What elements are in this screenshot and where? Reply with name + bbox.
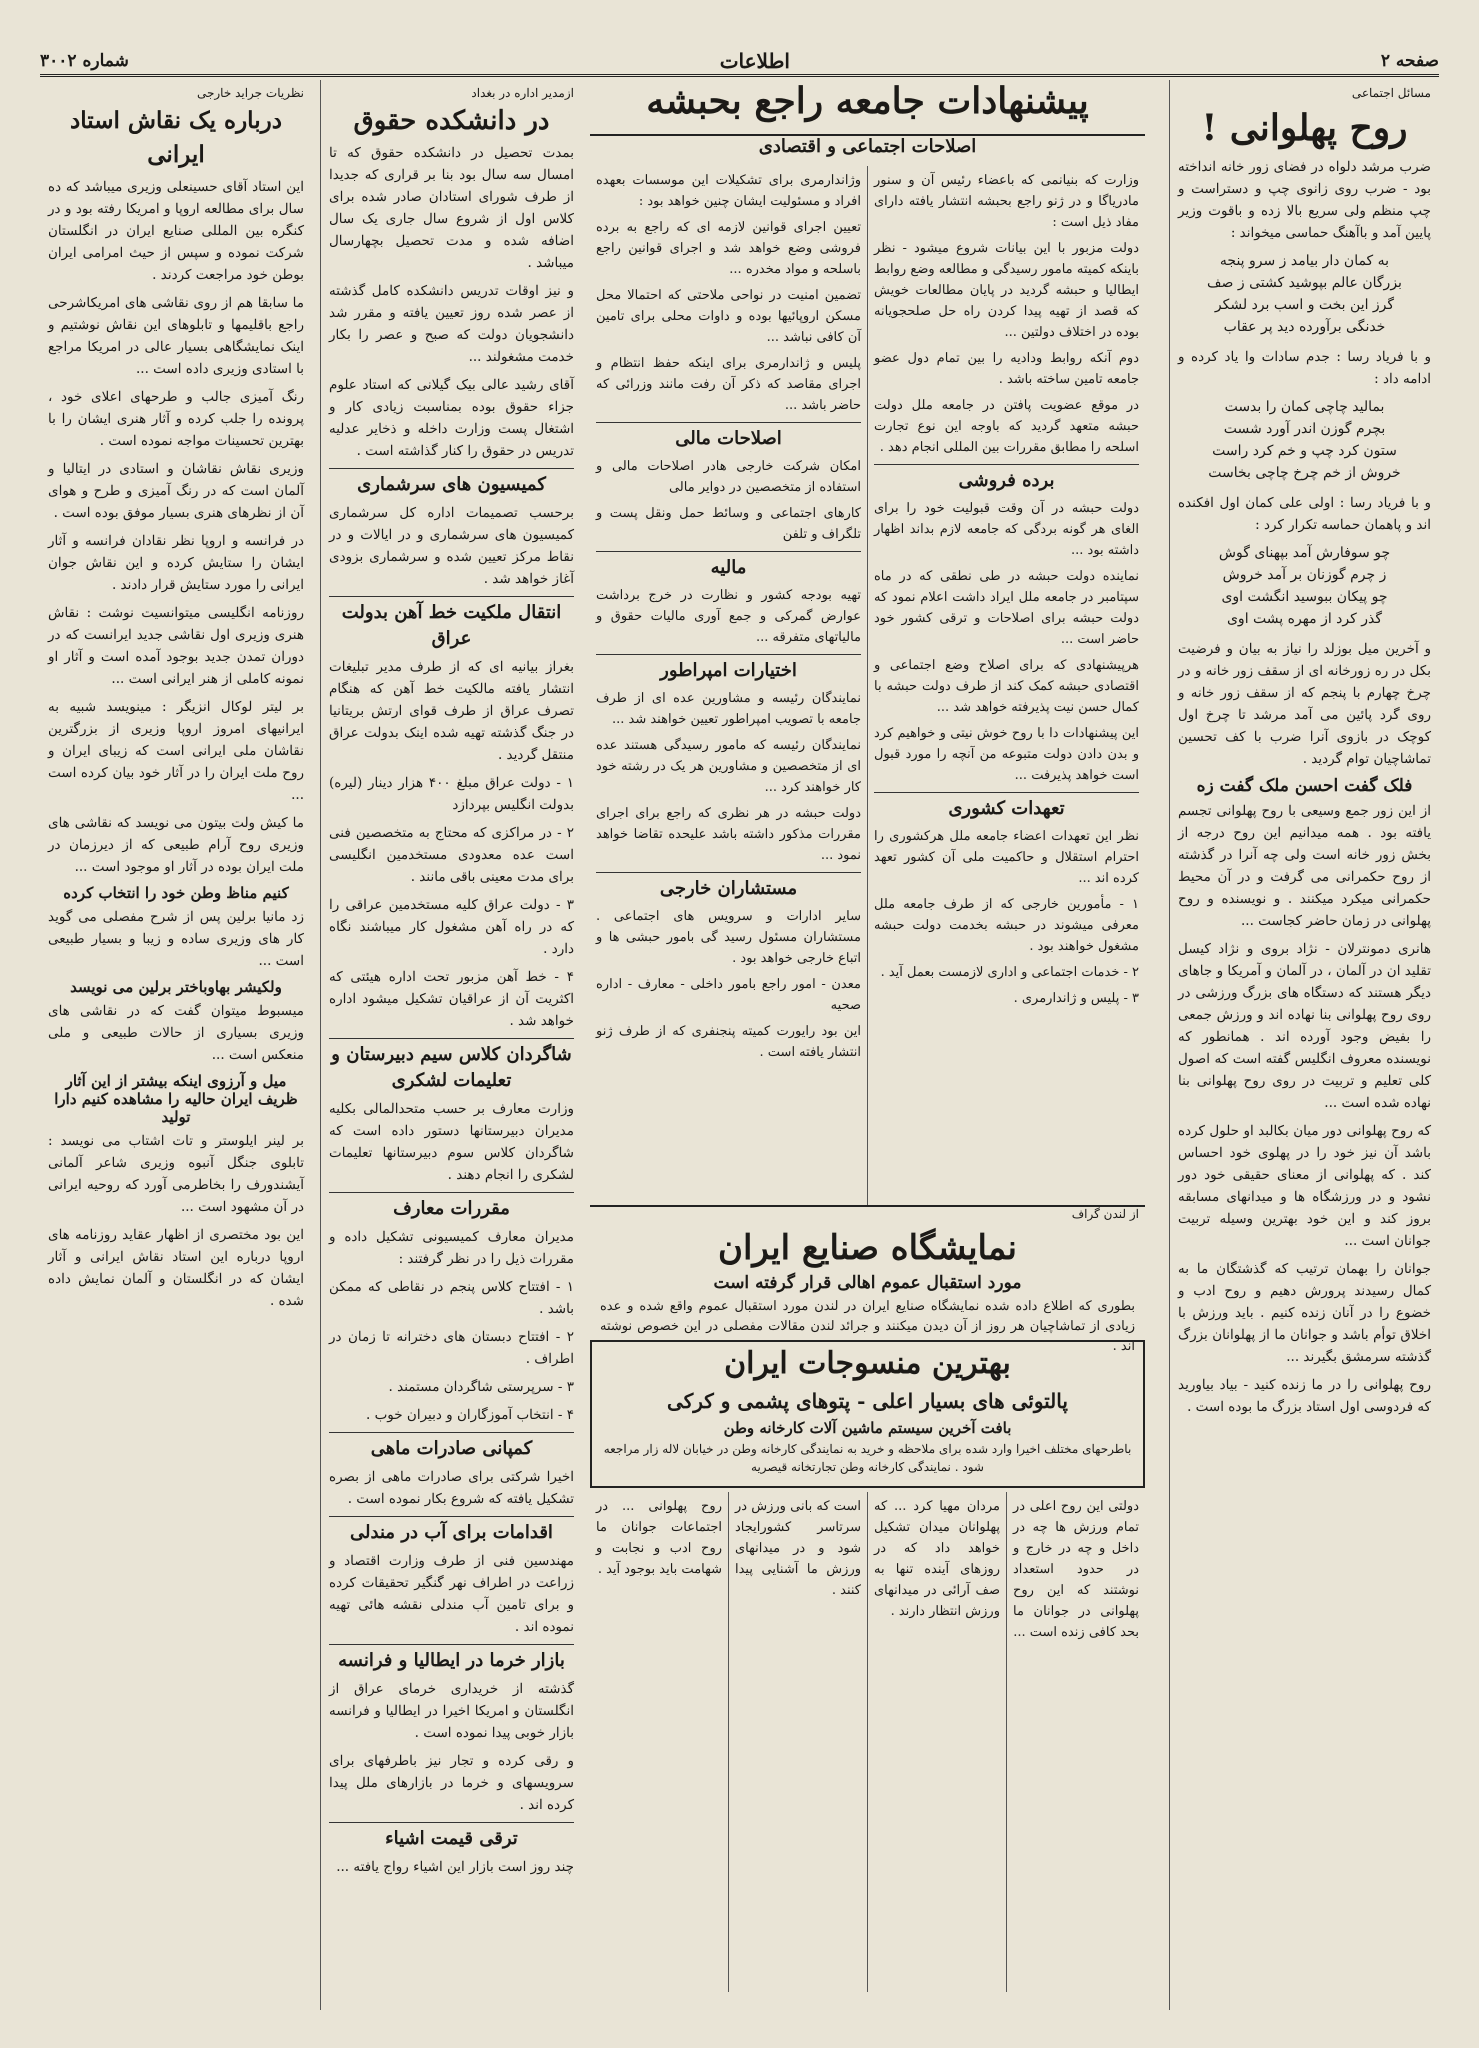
paragraph: نمایندگان رئیسه و مشاورین عده ای از طرف جامعه با تصویب امپراطور تعیین خواهند شد ... (596, 691, 861, 727)
paragraph: بغراز بیانیه ای که از طرف مدیر تبلیغات انتشار یافته مالکیت خط آهن که هنگام تصرف عراق از طرف قوای ارتش بریتانیا در جنگ گذشته تهیه شده اینک بدولت عراق منتقل گردید . (329, 659, 574, 763)
subheading: شاگردان کلاس سیم دبیرستان و تعلیمات لشکری (329, 1038, 574, 1094)
subheading: تعهدات کشوری (874, 792, 1139, 822)
textile-advertisement (590, 1340, 1145, 1488)
paragraph: تعیین اجرای قوانین لازمه ای که راجع به برده فروشی وضع خواهد شد و اجرای قوانین راجع باسلحه و مواد مخدره ... (596, 220, 861, 277)
center-subcolumn-a (867, 166, 1145, 1206)
poem-line: بزرگان عالم بپوشید کشتی ز صف (1207, 275, 1402, 291)
column-pahlavani (1169, 80, 1439, 2010)
notice-subtitle: مورد استقبال عموم اهالی قرار گرفته است (713, 1273, 1022, 1293)
paragraph: ۲ - افتتاح دبستان های دخترانه تا زمان در اطراف . (329, 1329, 574, 1367)
paragraph: گذشته از خریداری خرمای عراق از انگلستان و امریکا اخیرا در ایطالیا و فرانسه بازار خوبی پیدا نموده است . (329, 1681, 574, 1741)
paragraph: ۴ - انتخاب آموزگاران و دبیران خوب . (366, 1407, 574, 1423)
poem-line: خروش از خم چرخ چاچی بخاست (1208, 465, 1401, 481)
paragraph: اخیرا شرکتی برای صادرات ماهی از بصره تشکیل یافته که شروع بکار نموده است . (329, 1469, 574, 1507)
bottom-column (728, 1492, 867, 1992)
paragraph: تهیه بودجه کشور و نظارت در خرج برداشت عوارض گمرکی و جمع آوری مالیات حقوق و مالیاتهای متفرقه ... (596, 588, 861, 645)
paragraph: آقای رشید عالی بیک گیلانی که استاد علوم جزاء حقوق بوده بمناسبت زیادی کار و اشتغال پست وزارت داخله و ذخایر عدلیه تدریس در حقوق را کنار گذاشته است . (329, 377, 574, 459)
paragraph: و نیز اوقات تدریس دانشکده کامل گذشته از عصر شده روز تعیین یافته و مقرر شد دانشجویان دولت که صبح و عصر را بکار خدمت مشغولند ... (329, 283, 574, 365)
paragraph: هانری دمونترلان - نژاد بروی و نژاد کیسل تقلید ان در آلمان ، در آلمان و آمریکا و جاهای دیگر هستند که دستگاه های بزرگ ورزشی در روی روح پهلوانی بنا نهاده اند و ورزش جمعی را بفیض وجود آورده اند . همانطور که نویسنده معروف انگلیس گفته است که اصول کلی تعلیم و تربیت در روی روح پهلوانی بنا نهاده شده است ... (1178, 941, 1431, 1111)
subheading: فلک گفت احسن ملک گفت زه (1196, 776, 1413, 796)
issue-number: شماره ۳۰۰۲ (40, 51, 129, 71)
page-label: صفحه ۲ (1380, 51, 1439, 71)
bottom-column (590, 1492, 728, 1992)
poem-block (1178, 250, 1431, 338)
poem-line: گرز این بخت و اسب برد لشکر (1214, 297, 1395, 313)
paragraph: ۲ - خدمات اجتماعی و اداری لازمست بعمل آید . (880, 965, 1139, 980)
paragraph: وزارت معارف بر حسب متحدالمالی بکلیه مدیران دبیرستانها دستور داده است که شاگردان کلاس سوم دبیرستانها تعلیمات لشکری را انجام دهند . (329, 1101, 574, 1183)
paragraph: مهندسین فنی از طرف وزارت اقتصاد و زراعت در اطراف نهر گنگیر تحقیقات کرده و برای تامین آب مندلی نقشه هائی تهیه نموده اند . (329, 1553, 574, 1635)
subheading: کمیسیون های سرشماری (329, 468, 574, 498)
paragraph: ما کیش ولت بیتون می نویسد که نقاشی های وزیری روح آرام طبیعی که از دیرزمان در ملت ایران بوده در آثار او موجود است ... (48, 815, 304, 875)
paragraph: ۲ - در مراکزی که محتاج به متخصصین فنی است عده معدودی مستخدمین انگلیسی برای مدت معینی باقی مانند . (329, 825, 574, 885)
paragraph: در فرانسه و اروپا نظر نقادان فرانسه و آثار ایشان را ستایش کرده و این نقاش جوان ایرانی را مورد ستایش قرار دادند . (48, 533, 304, 593)
notice-kicker: از لندن گراف (1071, 1207, 1139, 1221)
paper-name: اطلاعات (719, 49, 790, 73)
notice-body: بطوری که اطلاع داده شده نمایشگاه صنایع ایران در لندن مورد استقبال عموم واقع شده و عده زیادی از تماشاچیان هر روز از آن دیدن میکنند و جرائد لندن مقالات مفصلی در این خصوص نوشته اند . (600, 1299, 1135, 1354)
paragraph: نمایندگان رئیسه که مامور رسیدگی هستند عده ای از متخصصین و مشاورین هر یک در رشته خود کار خواهند کرد ... (596, 738, 861, 795)
paragraph: این بود مختصری از اظهار عقاید روزنامه های اروپا درباره این استاد نقاش ایرانی و آثار ایشان که در انگلستان و آلمان نمایش داده شده . (48, 1227, 304, 1309)
column-law-school (320, 80, 582, 2010)
paragraph: که روح پهلوانی دور میان بکالبد او حلول کرده باشد آن نیز خود را در پهلوی خود احساس کند . که پهلوانی از معنای حقیقی خود دور نشود و در ورزشگاه ها و میدانهای مسابقه بروز کند و این خود بهترین وسیله تربیت جوانان است ... (1178, 1123, 1431, 1249)
paragraph: پلیس و ژاندارمری برای اینکه حفظ انتظام و اجرای مقاصد که ذکر آن رفت مانند وزرائی که حاضر باشد ... (596, 356, 861, 413)
paragraph: برحسب تصمیمات اداره کل سرشماری کمیسیون های سرشماری و در ایالات و در نقاط مرکز تعیین شده و سرشماری بزودی آغاز خواهد شد . (329, 505, 574, 587)
section-kicker: مسائل اجتماعی (1351, 86, 1431, 100)
paragraph: رنگ آمیزی جالب و طرحهای اعلای خود ، پرونده را جلب کرده و آثار هنری ایشان را با بهترین تحسینات مواجه نموده است . (48, 389, 304, 449)
paragraph: این پیشنهادات دا با روح خوش نیتی و خواهیم کرد و بدن دادن دولت متبوعه من آنچه را مورد قبول است خواهد پذیرفت ... (874, 726, 1139, 783)
paragraph: بمدت تحصیل در دانشکده حقوق که تا امسال سه سال بود بنا بر قراری که جدیدا از طرف شورای استادان صادر شده برای کلاس اول از شروع سال جاری یک سال اضافه شده و مدت تحصیل بچهارسال میباشد . (329, 145, 574, 271)
paragraph: و با فریاد رسا : اولی علی کمان اول افکنده اند و پاهمان حماسه تکرار کرد : (1178, 495, 1431, 533)
paragraph: روزنامه انگلیسی میتوانسیت نوشت : نقاش هنری وزیری اول نقاشی جدید ایرانست که در دوران تمدن جدید بوجود آمده است و آثار او نمونه کاملی از هنر ایرانی است ... (48, 605, 304, 687)
paragraph: ۳ - پلیس و ژاندارمری . (1013, 991, 1139, 1006)
center-subcolumn-b (590, 166, 867, 1206)
paragraph: از این زور جمع وسیعی با روح پهلوانی تجسم یافته بود . همه میدانیم این روح درجه از بخش زور خانه است ولی چه آنرا در گذشته از روح حکمرانی می گرفت و در آن محیط حکمرانی میکرد میکنند . و نویسنده و روح پهلوانی در زمان حاضر کجاست ... (1178, 803, 1431, 929)
article-title: پیشنهادات جامعه راجع بحبشه (590, 80, 1145, 136)
paragraph: بر لینر ایلوستر و تات اشتاب می نویسد : تابلوی جنگل آنبوه وزیری شاعر آلمانی آیشندورف را بخاطرمی آورد که روحیه ایرانی در آن مشهود است ... (48, 1133, 304, 1215)
poem-line: خدنگی برآورده دید پر عقاب (1223, 319, 1386, 335)
paragraph: در موقع عضویت پافتن در جامعه ملل دولت حبشه متعهد گردید که باوجه این نوع تجارت اسلحه را مطابق مقررات بین المللی انجام دهد . (874, 398, 1139, 455)
subheading: کنیم مناظ وطن خود را انتخاب کرده (63, 884, 289, 902)
article-title: درباره یک نقاش استاد ایرانی (70, 107, 282, 168)
paragraph: و با فریاد رسا : جدم سادات وا یاد کرده و ادامه داد : (1178, 349, 1431, 387)
paragraph: و رقی کرده و تجار نیز باطرفهای برای سرویسهای و خرما در بازارهای ملل پیدا کرده اند . (329, 1753, 574, 1813)
paragraph: و آخرین میل بوزلد را نیاز به بیان و فرضیت بکل در ره زورخانه ای از سقف زور خانه و در چرخ چهارم با پنجم که از سقف زور خانه و روی گرد پائین می آمد مرشد تا چرخ اول کوچک در بازوی آنرا ضرب با کف تحسین تماشاچیان توام گردید . (1178, 641, 1431, 767)
paragraph: تضمین امنیت در نواحی ملاحتی که احتمالا محل مسکن اروپائیها بوده و داوات محلی برای تامین آن کافی نباشد ... (596, 288, 861, 345)
paragraph: بر لیتر لوکال انزیگر : مینویسد شبیه به ایرانیهای امروز اروپا وزیری از بزرگترین نقاشان ملی ایرانی است که زیبای ایران و روح ملت ایران را در آثار خود بیان کرده است ... (48, 699, 304, 803)
paragraph: نظر این تعهدات اعضاء جامعه ملل هرکشوری را احترام استقلال و حاکمیت ملی آن کشور تعهد کرده اند ... (874, 829, 1139, 886)
paragraph: میسبوط میتوان گفت که در نقاشی های وزیری بسیاری از حالات طبیعی و ملی منعکس است ... (48, 1003, 304, 1063)
poem-line: ستون کرد چپ و خم کرد راست (1212, 443, 1397, 459)
paragraph: ۱ - دولت عراق مبلغ ۴۰۰ هزار دینار (لیره) بدولت انگلیس بپردازد (329, 775, 574, 813)
subheading: میل و آرزوی اینکه بیشتر از این آثار ظریف ایران حالیه را مشاهده کنیم دارا تولید (54, 1072, 298, 1126)
paragraph: معدن - امور راجع بامور داخلی - معارف - اداره صحیه (596, 977, 861, 1013)
subheading: بازار خرما در ایطالیا و فرانسه (329, 1644, 574, 1674)
poem-block (1178, 396, 1431, 484)
ad-title: بهترین منسوجات ایران (724, 1346, 1011, 1381)
paragraph: امکان شرکت خارجی هادر اصلاحات مالی و استفاده از متخصصین در دوایر مالی (596, 459, 861, 495)
paragraph: دولت حبشه در آن وقت قبولیت خود را برای الغای هر گونه بردگی که جامعه لازم بداند اظهار داشته بود ... (874, 501, 1139, 558)
paragraph: زد مانیا برلین پس از شرح مفصلی می گوید کار های وزیری ساده و زیبا و بسیار طبیعی است ... (48, 909, 304, 969)
subheading: اصلاحات مالی (596, 422, 861, 452)
subheading: مستشاران خارجی (596, 872, 861, 902)
paragraph: دولت مزبور با این بیانات شروع میشود - نظر باینکه کمیته مامور رسیدگی و مطالعه وضع روابط ایطالیا و حبشه گردید در پایان مطالعات خویش که قصد از تهیه پیدا کردن راه حل صلحجویانه بوده در اختلاف دولتین ... (874, 241, 1139, 340)
article-subtitle: اصلاحات اجتماعی و اقتصادی (758, 136, 977, 157)
paragraph: است که بانی ورزش در سرتاسر کشورایجاد شود و در میدانهای ورزش ما آشنایی پیدا کنند . (735, 1499, 861, 1598)
poem-block (1178, 542, 1431, 630)
paragraph: ضرب مرشد دلواه در فضای زور خانه انداخته بود - ضرب روی زانوی چپ و دستراست و چپ منظم ولی سریع بالا زده و باقوت وزیر پایین آمد و باآهنگ حماسی میخواند : (1178, 159, 1431, 241)
paragraph: ۱ - مأمورین خارجی که از طرف جامعه ملل معرفی میشوند در حبشه بخدمت دولت حبشه مشغول خواهند بود . (874, 897, 1139, 954)
section-kicker: نظریات جراید خارجی (196, 86, 304, 100)
poem-line: ز چرم گوزنان بر آمد خروش (1222, 567, 1387, 583)
paragraph: جوانان را بهمان ترتیب که گذشتگان ما به کمال رسیدند پرورش دهیم و روح ادب و خضوع را در آنان زنده کنیم . باید ورزش با اخلاق توأم باشد و جوانان ما از پهلوانان بزرگ گذشته سرمشق بگیرند ... (1178, 1261, 1431, 1365)
paragraph: دوم آنکه روابط ودادیه را بین تمام دول عضو جامعه تامین ساخته باشد . (874, 351, 1139, 387)
paragraph: ۳ - سرپرستی شاگردان مستمند . (388, 1379, 574, 1395)
ad-subtitle: پالتوئی های بسیار اعلی - پتوهای پشمی و کرکی (667, 1389, 1068, 1413)
paragraph: دولتی این روح اعلی در تمام ورزش ها چه در داخل و چه در خارج و در حدود استعداد نوشتند که این روح پهلوانی در جوانان ما بحد کافی زنده است ... (1013, 1499, 1139, 1640)
poem-line: چو سوفارش آمد بپهنای گوش (1218, 545, 1391, 561)
paragraph: روح پهلوانی را در ما زنده کنید - بیاد بیاورید که فردوسی اول استاد بزرگ ما بوده است . (1178, 1377, 1431, 1415)
article-title: روح پهلوانی ! (1201, 107, 1408, 149)
section-kicker: ازمدیر اداره در بغداد (471, 86, 574, 100)
poem-line: به کمان دار بیامد ز سرو پنجه (1219, 253, 1390, 269)
bottom-column (867, 1492, 1006, 1992)
paragraph: این بود رایورت کمیته پنجنفری که از طرف ژنو انتشار یافته است . (596, 1024, 861, 1060)
subheading: اقدامات برای آب در مندلی (329, 1516, 574, 1546)
ad-tagline: بافت آخرین سیستم ماشین آلات کارخانه وطن (723, 1419, 1012, 1437)
paragraph: ما سابقا هم از روی نقاشی های امریکاشرحی راجع باقلیمها و تابلوهای این نقاش نوشتیم و اینک نمایشگاهی بسیار عالی در امریکا مراجع با استادی وزیری داده است ... (48, 295, 304, 377)
poem-line: چو پیکان ببوسید انگشت اوی (1221, 589, 1388, 605)
paragraph: کارهای اجتماعی و وسائط حمل ونقل پست و تلگراف و تلفن (596, 506, 861, 542)
paragraph: نماینده دولت حبشه در طی نطقی که در ماه سپتامبر در جامعه ملل ایراد داشت اعلام نمود که دولت حبشه برای اصلاحات و ترقی کشور خود حاضر است ... (874, 569, 1139, 647)
paragraph: دولت حبشه در هر نظری که راجع برای اجرای مقررات مذکور داشته باشد علیحده تقاضا خواهد نمود ... (596, 806, 861, 863)
masthead (40, 48, 1439, 77)
poem-line: بمالید چاچی کمان را بدست (1224, 399, 1385, 415)
paragraph: مردان مهیا کرد ... که پهلوانان میدان تشکیل خواهد داد که در روزهای آینده تنها به صف آرائی در میدانهای ورزش انتظار دارند . (874, 1499, 1000, 1619)
paragraph: وزارت که بنیانمی که باعضاء رئیس آن و سنور مادریاگا و در ژنو راجع بحبشه انتشار یافته دارای مفاد ذیل است : (874, 173, 1139, 230)
paragraph: ۱ - افتتاح کلاس پنجم در نقاطی که ممکن باشد . (329, 1279, 574, 1317)
paragraph: ۴ - خط آهن مزبور تحت اداره هیئتی که اکثریت آن از عراقیان تشکیل میشود اداره خواهد شد . (329, 969, 574, 1029)
subheading: ولکیشر بهاوباختر برلین می نویسد (70, 978, 282, 996)
subheading: برده فروشی (874, 464, 1139, 494)
paragraph: مدیران معارف کمیسیونی تشکیل داده و مقررات ذیل را در نظر گرفتند : (329, 1229, 574, 1267)
subheading: ترقی قیمت اشیاء (329, 1822, 574, 1852)
paragraph: وزیری نقاش نقاشان و استادی در ایتالیا و آلمان است که در رنگ آمیزی و طرح و هوای آن از نظرهای هنری بسیار موفق بوده است . (48, 461, 304, 521)
column-painter (40, 80, 312, 2010)
paragraph: چند روز است بازار این اشیاء رواج یافته ... (336, 1859, 574, 1875)
subheading: انتقال ملکیت خط آهن بدولت عراق (329, 596, 574, 652)
paragraph: وژاندارمری برای تشکیلات این موسسات بعهده افراد و مسئولیت ایشان چنین خواهد بود : (596, 173, 861, 209)
poem-line: گذر کرد از مهره پشت اوی (1226, 611, 1383, 627)
subheading: کمپانی صادرات ماهی (329, 1432, 574, 1462)
paragraph: روح پهلوانی ... در اجتماعات جوانان ما روح ادب و نجابت و شهامت باید بوجود آید . (596, 1499, 722, 1577)
article-title: در دانشکده حقوق (353, 106, 550, 136)
bottom-strip (590, 1492, 1145, 1992)
paragraph: سایر ادارات و سرویس های اجتماعی . مستشاران مسئول رسید گی بامور حبشی ها و اتباع خارجی خواهد بود . (596, 909, 861, 966)
exhibition-notice (590, 1205, 1145, 1354)
bottom-column (1006, 1492, 1145, 1992)
subheading: مقررات معارف (329, 1192, 574, 1222)
subheading: مالیه (596, 551, 861, 581)
paragraph: ۳ - دولت عراق کلیه مستخدمین عراقی را که در راه آهن مشغول کار میباشند نگاه دارد . (329, 897, 574, 957)
paragraph: هرپیشنهادی که برای اصلاح وضع اجتماعی و اقتصادی حبشه کمک کند از طرف دولت حبشه با کمال حسن نیت پذیرفته خواهد شد ... (874, 658, 1139, 715)
subheading: اختیارات امپراطور (596, 654, 861, 684)
paragraph: این استاد آقای حسینعلی وزیری میباشد که ده سال برای مطالعه اروپا و امریکا رفته بود و در کنگره بین المللی صنایع ایران در انگلستان شرکت نموده و سپس از حیث امرامی ایران بوطن خود مراجعت کردند . (48, 179, 304, 283)
ad-body: باطرحهای مختلف اخیرا وارد شده برای ملاحظه و خرید به نمایندگی کارخانه وطن در خیابان لاله زار مراجعه شود . نمایندگی کارخانه وطن تجارتخانه قیصریه (603, 1442, 1132, 1474)
poem-line: بچرم گوزن اندر آورد شست (1223, 421, 1386, 437)
notice-title: نمایشگاه صنایع ایران (717, 1228, 1018, 1268)
